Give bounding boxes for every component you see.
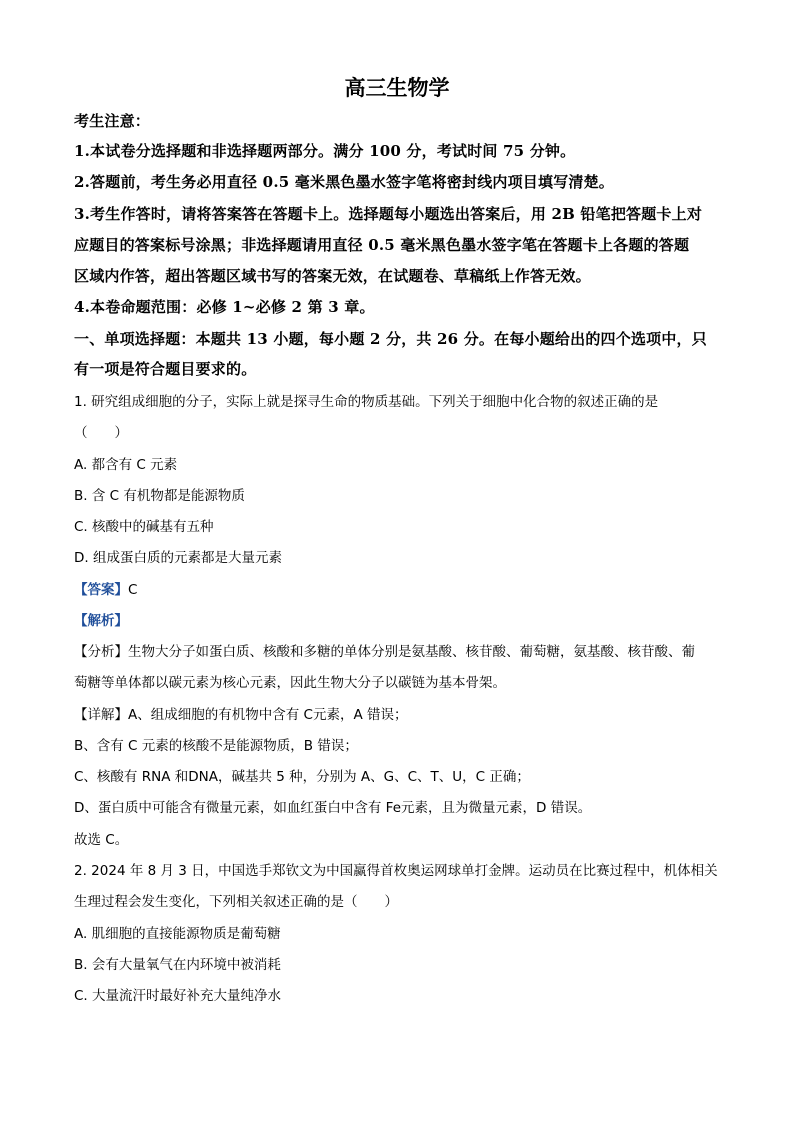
notice-item: 1.本试卷分选择题和非选择题两部分。满分 100 分，考试时间 75 分钟。 (74, 142, 576, 160)
answer-value: C (128, 582, 138, 598)
answer-line (74, 578, 137, 598)
question-stem: 2. 2024 年 8 月 3 日，中国选手郑钦文为中国赢得首枚奥运网球单打金牌。运动员在比赛过程中，机体相关 (74, 863, 718, 879)
xiangjie-text: B、含有 C 元素的核酸不是能源物质，B 错误； (74, 738, 358, 754)
page-title: 高三生物学 (344, 75, 450, 100)
fenxi-tag: 【分析】 (74, 644, 128, 660)
fenxi-text: 生物大分子如蛋白质、核酸和多糖的单体分别是氨基酸、核苷酸、葡萄糖，氨基酸、核苷酸、葡 (128, 644, 695, 660)
section-heading: 一、单项选择题：本题共 13 小题，每小题 2 分，共 26 分。在每小题给出的四个选项中，只 (74, 330, 707, 348)
option-d: D. 组成蛋白质的元素都是大量元素 (74, 550, 282, 566)
xiangjie-text: C、核酸有 RNA 和DNA，碱基共 5 种，分别为 A、G、C、T、U，C 正确； (74, 769, 530, 785)
xiangjie-text: A、组成细胞的有机物中含有 C元素，A 错误； (128, 707, 408, 723)
notice-heading: 考生注意： (74, 112, 151, 130)
fenxi-line (74, 640, 695, 660)
notice-item: 应题目的答案标号涂黑；非选择题请用直径 0.5 毫米黑色墨水签字笔在答题卡上各题的答题 (74, 236, 690, 254)
section-heading-cont: 有一项是符合题目要求的。 (74, 360, 257, 378)
xiangjie-line (74, 703, 407, 723)
option-a: A. 都含有 C 元素 (74, 457, 178, 473)
answer-tag: 【答案】 (74, 582, 128, 598)
notice-item: 4.本卷命题范围：必修 1~必修 2 第 3 章。 (74, 298, 375, 316)
notice-item: 区域内作答，超出答题区域书写的答案无效，在试题卷、草稿纸上作答无效。 (74, 267, 591, 285)
option-c: C. 核酸中的碱基有五种 (74, 519, 214, 535)
question-stem-cont: （ ） (74, 425, 128, 441)
fenxi-text-cont: 萄糖等单体都以碳元素为核心元素，因此生物大分子以碳链为基本骨架。 (74, 675, 506, 691)
notice-item: 2.答题前，考生务必用直径 0.5 毫米黑色墨水签字笔将密封线内项目填写清楚。 (74, 173, 615, 191)
notice-item: 3.考生作答时，请将答案答在答题卡上。选择题每小题选出答案后，用 2B 铅笔把答题卡上对 (74, 205, 703, 223)
question-stem: 1. 研究组成细胞的分子，实际上就是探寻生命的物质基础。下列关于细胞中化合物的叙述正确的是 (74, 394, 659, 410)
analysis-line (74, 609, 128, 629)
option-a: A. 肌细胞的直接能源物质是葡萄糖 (74, 926, 281, 942)
option-c: C. 大量流汗时最好补充大量纯净水 (74, 988, 282, 1004)
option-b: B. 含 C 有机物都是能源物质 (74, 488, 245, 504)
xiangjie-tag: 【详解】 (74, 707, 128, 723)
question-stem-cont: 生理过程会发生变化，下列相关叙述正确的是（ ） (74, 894, 398, 910)
analysis-tag: 【解析】 (74, 613, 128, 629)
xiangjie-text: D、蛋白质中可能含有微量元素，如血红蛋白中含有 Fe元素，且为微量元素，D 错误。 (74, 800, 592, 816)
option-b: B. 会有大量氧气在内环境中被消耗 (74, 957, 281, 973)
conclusion: 故选 C。 (74, 832, 129, 848)
